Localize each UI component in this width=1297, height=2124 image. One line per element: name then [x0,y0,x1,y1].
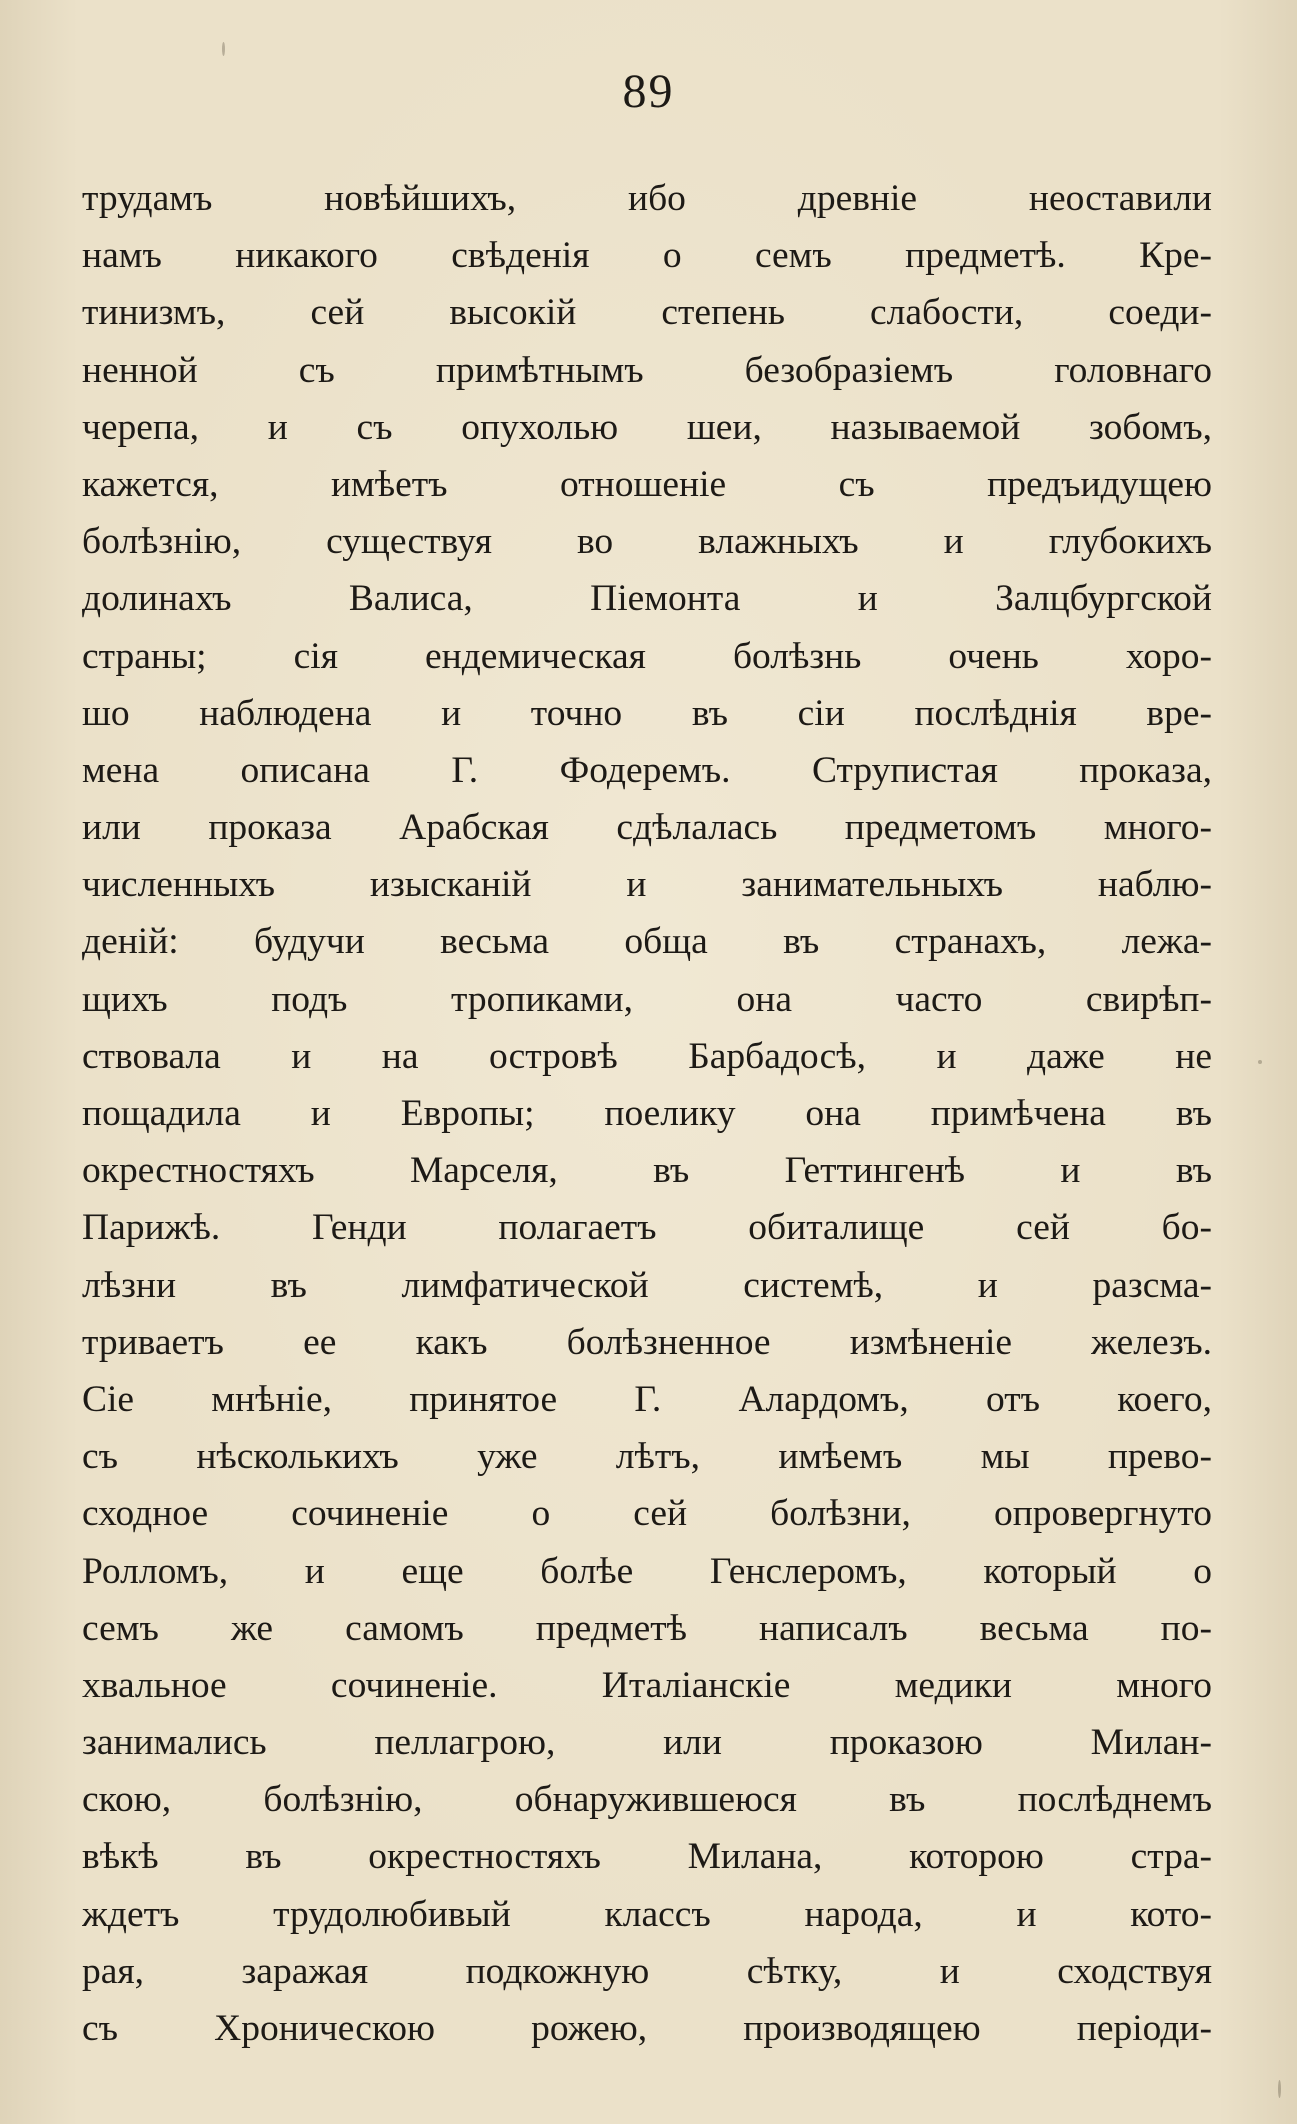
text-line: деній: будучи весьма обща въ странахъ, лежа- [82,921,1212,963]
text-line: съ нѣсколькихъ уже лѣтъ, имѣемъ мы прево- [82,1436,1212,1478]
text-line: ждетъ трудолюбивый классъ народа, и кото- [82,1893,1212,1935]
text-line: долинахъ Валиса, Піемонта и Залцбургской [82,578,1212,620]
text-line: черепа, и съ опухолью шеи, называемой зобомъ, [82,406,1212,448]
text-line: трудамъ новѣйшихъ, ибо древніе неоставили [82,178,1212,219]
text-line: съ Хроническою рожею, производящею періоди- [82,2008,1212,2049]
text-line: пощадила и Европы; поелику она примѣчена въ [82,1093,1212,1134]
text-line: лѣзни въ лимфатической системѣ, и разсма- [82,1264,1212,1306]
text-line: Парижѣ. Генди полагаетъ обиталище сей бо- [82,1207,1212,1249]
text-line: окрестностяхъ Марселя, въ Геттингенѣ и въ [82,1150,1212,1192]
body-text [82,170,1212,2057]
text-line: ствовала и на островѣ Барбадосѣ, и даже не [82,1035,1212,1077]
text-line: Сіе мнѣніе, принятое Г. Алардомъ, отъ коего, [82,1378,1212,1420]
paper-speck [1258,1060,1262,1064]
text-line: хвальное сочиненіе. Италіанскіе медики много [82,1664,1212,1706]
text-line: численныхъ изысканій и занимательныхъ наблю- [82,864,1212,906]
text-line: триваетъ ее какъ болѣзненное измѣненіе железъ. [82,1321,1212,1363]
text-line: или проказа Арабская сдѣлалась предметомъ много- [82,807,1212,849]
text-line: болѣзнію, существуя во влажныхъ и глубокихъ [82,521,1212,563]
paper-speck [222,42,225,56]
text-line: шо наблюдена и точно въ сіи послѣднія вре- [82,692,1212,734]
text-line: ненной съ примѣтнымъ безобразіемъ головнаго [82,349,1212,391]
page-number: 89 [622,65,675,118]
text-line: страны; сія ендемическая болѣзнь очень хоро- [82,635,1212,677]
text-line: кажется, имѣетъ отношеніе съ предъидущею [82,463,1212,505]
text-line: щихъ подъ тропиками, она часто свирѣп- [82,978,1212,1020]
text-line: Ролломъ, и еще болѣе Генслеромъ, который о [82,1550,1212,1592]
text-line: сходное сочиненіе о сей болѣзни, опровергнуто [82,1493,1212,1535]
text-line: мена описана Г. Фодеремъ. Струпистая проказа, [82,749,1212,791]
text-line: скою, болѣзнію, обнаружившеюся въ послѣднемъ [82,1779,1212,1821]
text-line: занимались пеллагрою, или проказою Милан- [82,1722,1212,1764]
text-line: вѣкѣ въ окрестностяхъ Милана, которою стра- [82,1836,1212,1878]
text-line: рая, заражая подкожную сѣтку, и сходствуя [82,1950,1212,1992]
text-line: намъ никакого свѣденія о семъ предметѣ. Кре- [82,235,1212,277]
text-line: тинизмъ, сей высокій степень слабости, соеди- [82,292,1212,334]
paper-speck [1278,2080,1281,2098]
text-line: семъ же самомъ предметѣ написалъ весьма по- [82,1607,1212,1649]
